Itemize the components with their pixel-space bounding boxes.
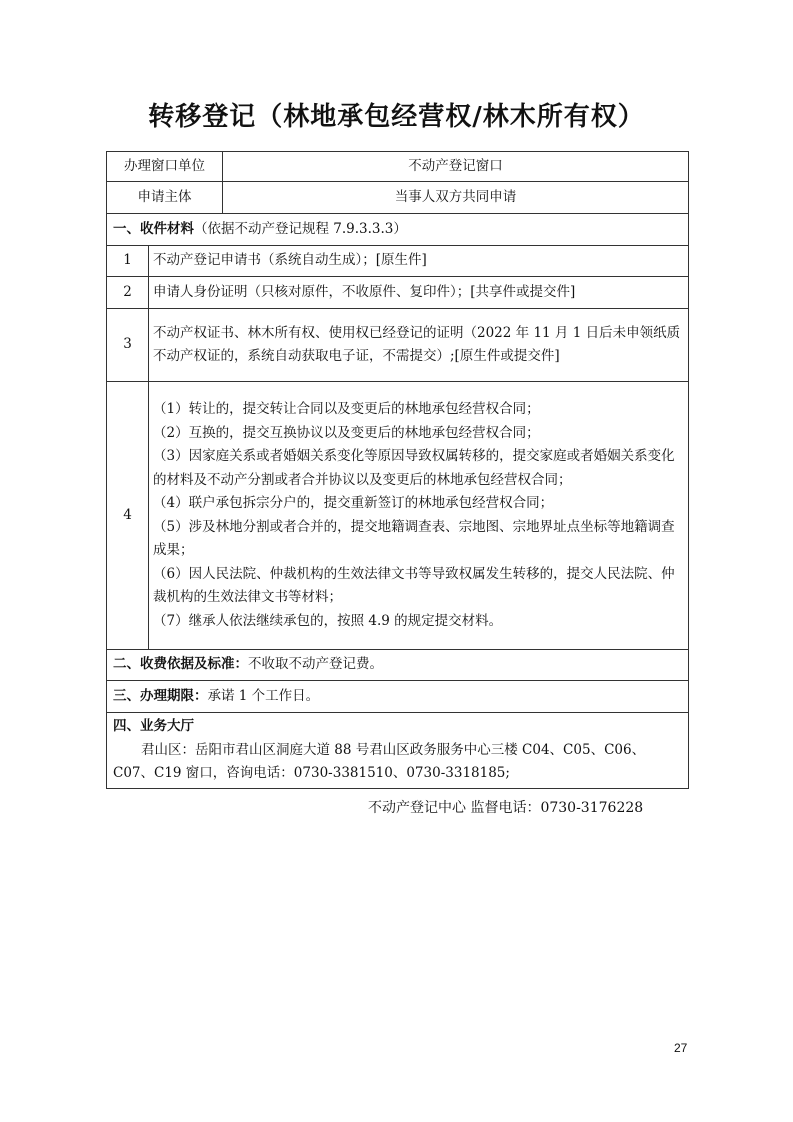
material-item: （6）因人民法院、仲裁机构的生效法律文书等导致权属发生转移的，提交人民法院、仲裁机构的生效法律文书等材料； <box>153 565 675 605</box>
material-row <box>107 246 689 277</box>
office-label: 办理窗口单位 <box>107 152 223 182</box>
section4-heading: 四、业务大厅 <box>113 718 194 735</box>
section1-heading: 一、收件材料 <box>113 220 194 237</box>
office-value: 不动产登记窗口 <box>223 152 689 182</box>
section2-row <box>107 650 689 681</box>
procedure-table <box>106 151 689 789</box>
document-title: 转移登记（林地承包经营权/林木所有权） <box>148 102 645 132</box>
section3-heading: 三、办理期限： <box>113 687 208 704</box>
applicant-label: 申请主体 <box>107 182 223 214</box>
section3-row <box>107 681 689 713</box>
material-text <box>149 382 689 650</box>
material-number: 3 <box>107 309 149 382</box>
footer-contact: 不动产登记中心 监督电话：0730-3176228 <box>368 800 644 816</box>
page-number: 27 <box>674 1041 688 1055</box>
section1-cell <box>107 214 689 246</box>
section2-cell <box>107 650 689 681</box>
section2-text: 不收取不动产登记费。 <box>248 656 383 673</box>
section4-row <box>107 713 689 789</box>
section1-row <box>107 214 689 246</box>
material-text: 不动产登记申请书（系统自动生成）；[原生件] <box>149 246 689 277</box>
section3-cell <box>107 681 689 713</box>
material-row <box>107 309 689 382</box>
material-number: 1 <box>107 246 149 277</box>
material-row <box>107 277 689 309</box>
material-item: （5）涉及林地分割或者合并的，提交地籍调查表、宗地图、宗地界址点坐标等地籍调查成果； <box>153 518 675 558</box>
material-number: 2 <box>107 277 149 309</box>
applicant-row <box>107 182 689 214</box>
section3-text: 承诺 1 个工作日。 <box>207 687 320 704</box>
applicant-value: 当事人双方共同申请 <box>223 182 689 214</box>
material-item: （2）互换的，提交互换协议以及变更后的林地承包经营权合同； <box>153 424 540 441</box>
section4-cell <box>107 713 689 789</box>
material-row <box>107 382 689 650</box>
material-item: （4）联户承包拆宗分户的，提交重新签订的林地承包经营权合同； <box>153 495 554 511</box>
material-item: （3）因家庭关系或者婚姻关系变化等原因导致权属转移的，提交家庭或者婚姻关系变化的材料及不动产分割或者合并协议以及变更后的林地承包经营权合同； <box>153 448 675 488</box>
section4-text: 君山区：岳阳市君山区洞庭大道 88 号君山区政务服务中心三楼 C04、C05、C06、C07、C19 窗口，咨询电话：0730-3381510、0730-3318185; <box>113 741 646 782</box>
material-item: （7）继承人依法继续承包的，按照 4.9 的规定提交材料。 <box>153 612 503 629</box>
section1-basis: （依据不动产登记规程 7.9.3.3.3） <box>194 220 407 237</box>
office-row <box>107 152 689 182</box>
material-text: 申请人身份证明（只核对原件，不收原件、复印件）；[共享件或提交件] <box>149 277 689 309</box>
section2-heading: 二、收费依据及标准： <box>113 656 248 673</box>
material-item: （1）转让的，提交转让合同以及变更后的林地承包经营权合同； <box>153 401 540 417</box>
material-number: 4 <box>107 382 149 650</box>
material-text: 不动产权证书、林木所有权、使用权已经登记的证明（2022 年 11 月 1 日后未申领纸质不动产权证的，系统自动获取电子证，不需提交）;[原生件或提交件] <box>149 309 689 382</box>
